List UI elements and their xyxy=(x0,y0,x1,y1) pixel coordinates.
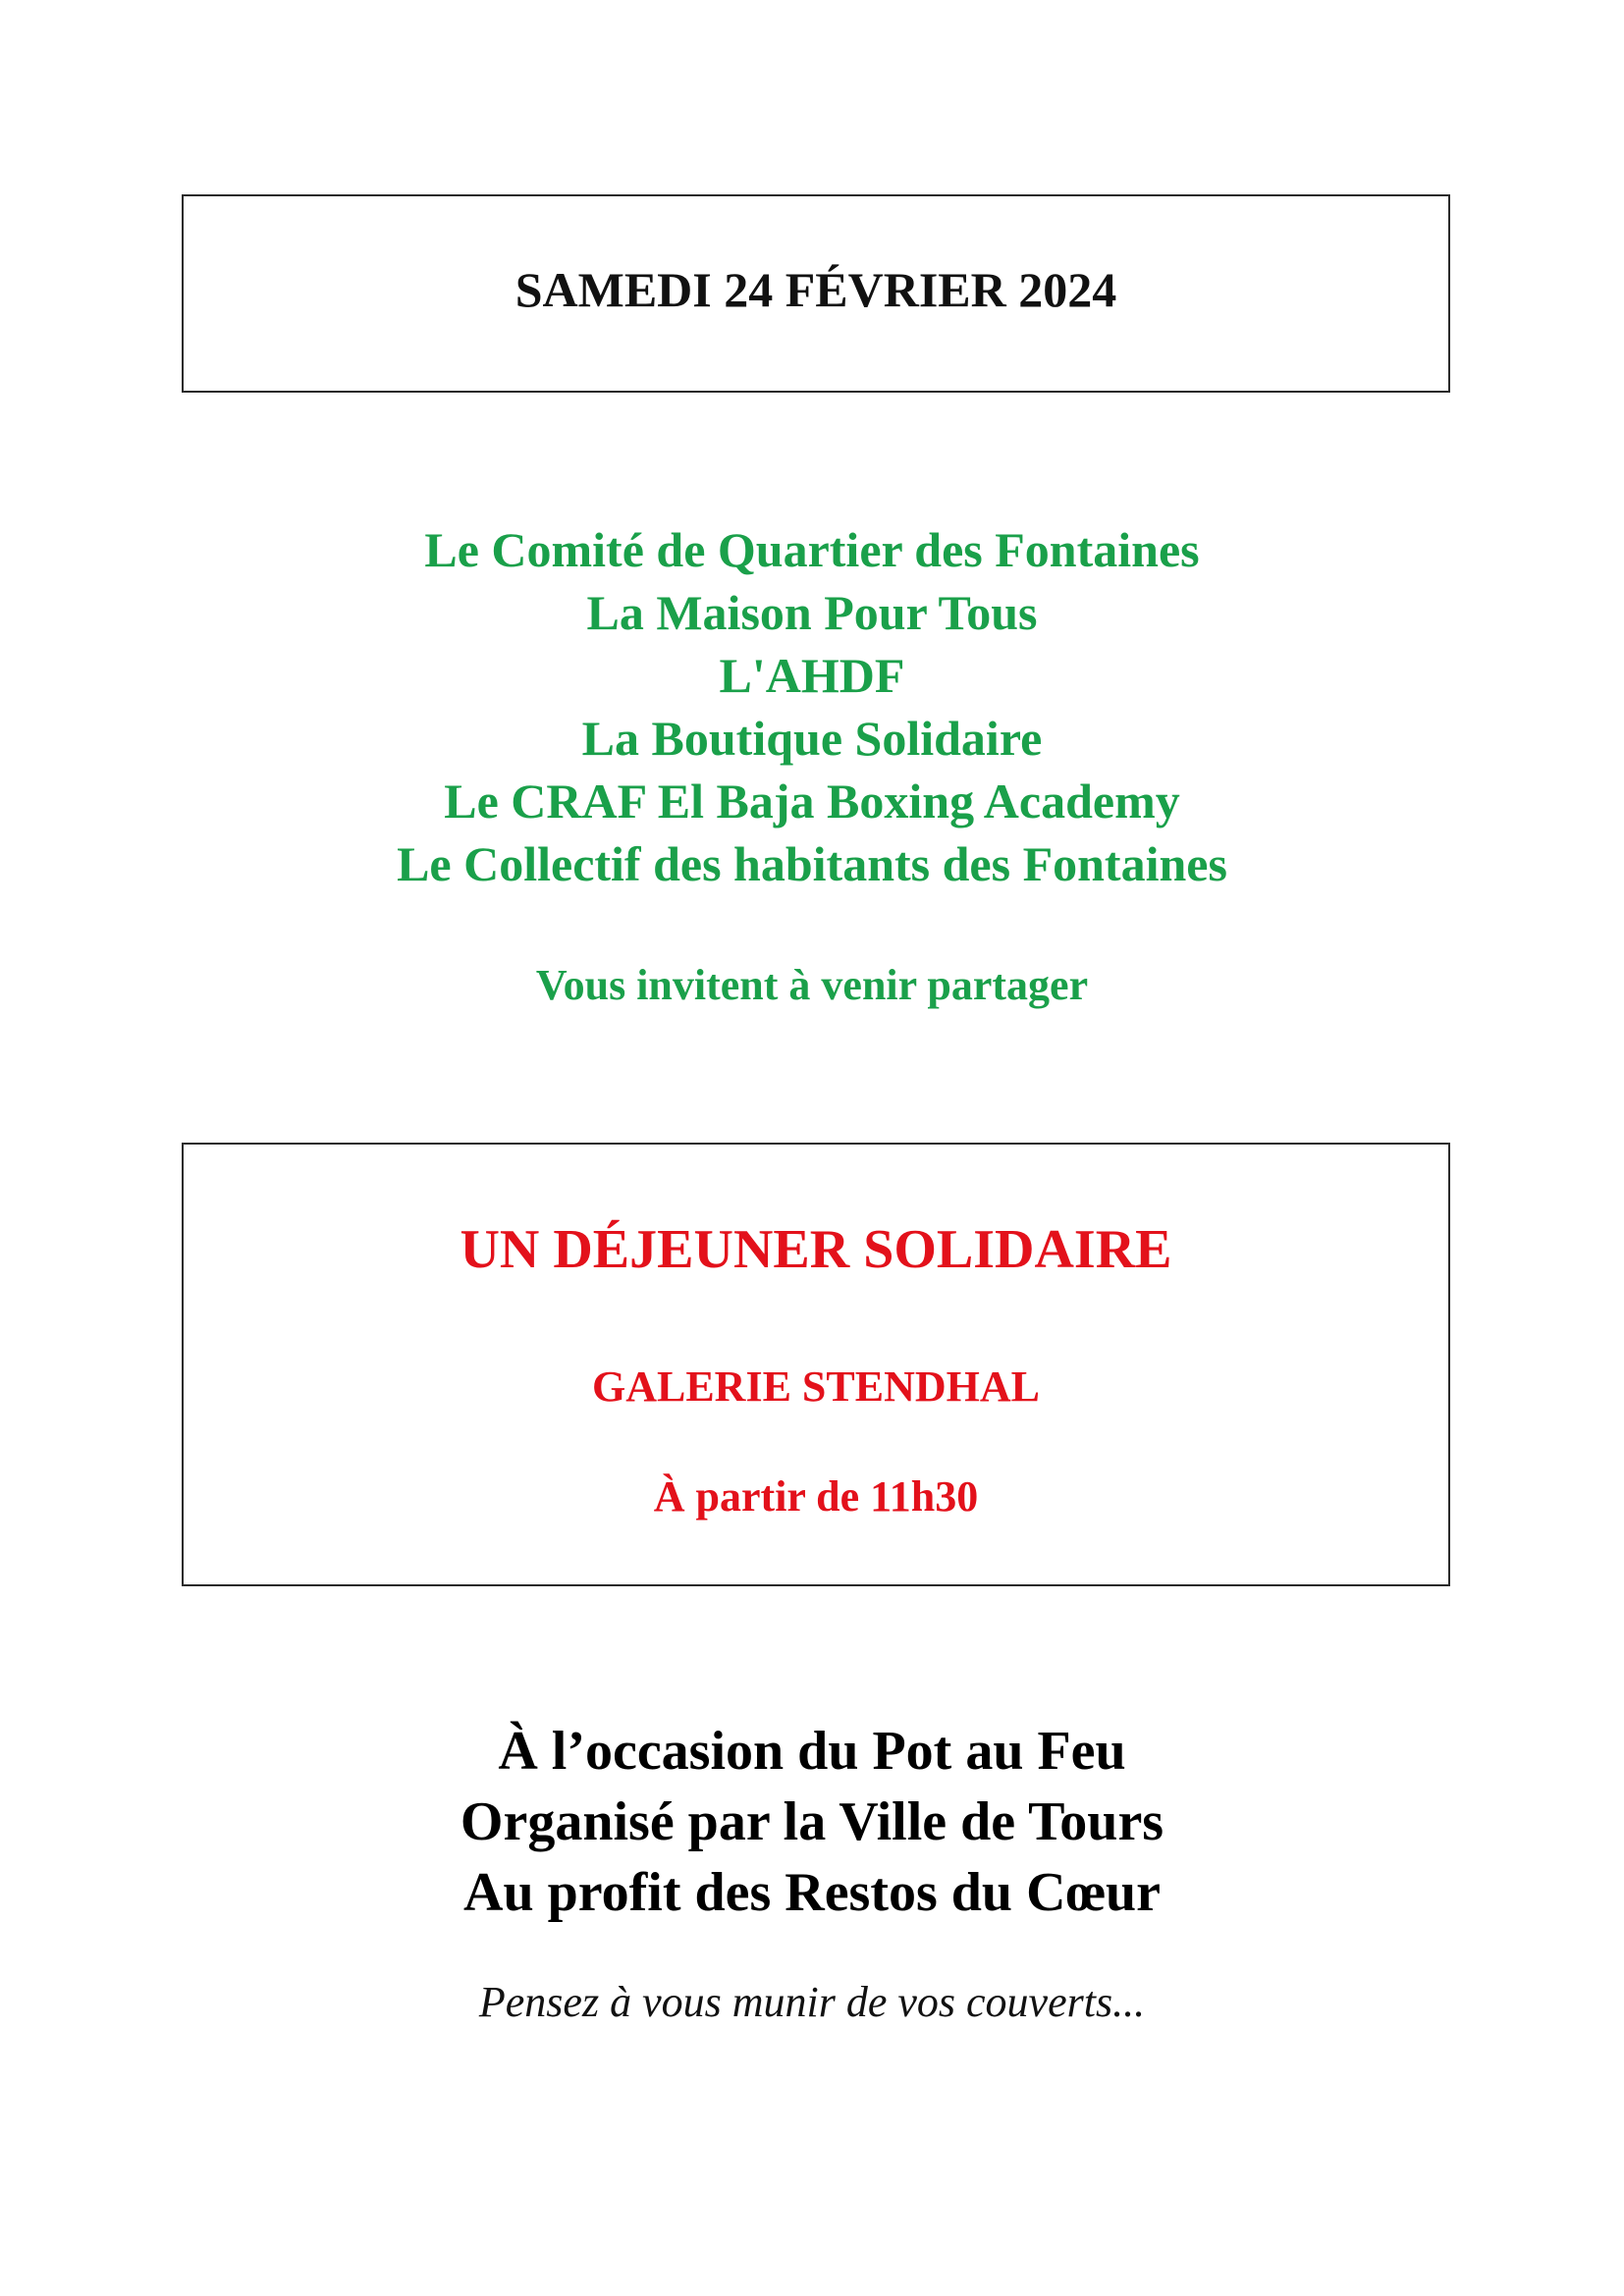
event-date: SAMEDI 24 FÉVRIER 2024 xyxy=(514,262,1117,317)
cutlery-note: Pensez à vous munir de vos couverts... xyxy=(478,1978,1146,2026)
organizer-line: Le Collectif des habitants des Fontaines xyxy=(397,836,1227,891)
organizer-line: La Boutique Solidaire xyxy=(581,711,1043,766)
event-box xyxy=(182,1143,1450,1586)
event-place: GALERIE STENDHAL xyxy=(591,1362,1040,1411)
occasion-line: Organisé par la Ville de Tours xyxy=(460,1791,1164,1852)
event-time: À partir de 11h30 xyxy=(653,1472,979,1521)
organizers-list xyxy=(0,518,1624,895)
invite-text: Vous invitent à venir partager xyxy=(535,961,1089,1009)
organizer-line: Le CRAF El Baja Boxing Academy xyxy=(444,774,1180,828)
occasion-line: Au profit des Restos du Cœur xyxy=(463,1862,1161,1923)
organizer-line: La Maison Pour Tous xyxy=(586,585,1038,640)
date-box xyxy=(182,194,1450,393)
occasion-block xyxy=(0,1716,1624,1928)
occasion-line: À l’occasion du Pot au Feu xyxy=(498,1721,1126,1782)
organizer-line: L'AHDF xyxy=(719,648,905,703)
organizer-line: Le Comité de Quartier des Fontaines xyxy=(424,522,1200,577)
event-title: UN DÉJEUNER SOLIDAIRE xyxy=(460,1219,1172,1280)
